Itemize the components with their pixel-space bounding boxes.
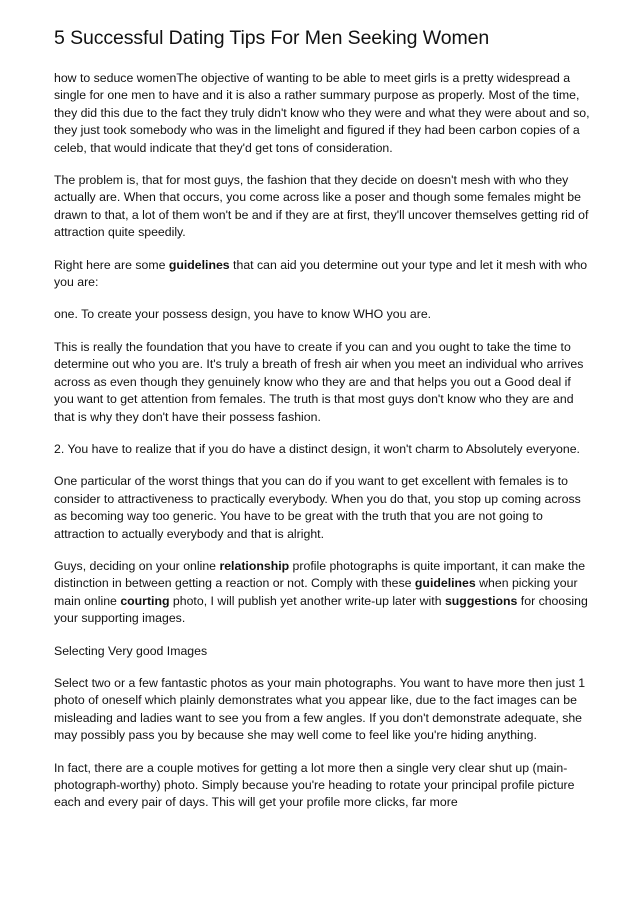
page-title: 5 Successful Dating Tips For Men Seeking Women bbox=[54, 27, 490, 49]
paragraph-intro: how to seduce womenThe objective of wanting to be able to meet girls is a pretty widespread a single for one men to have and it is also a rather summary purpose as properly. Most of the time, they did this due to the fact they truly didn't know who they were and what they were about and so, they just took somebody who was in the limelight and figured if they had been carbon copies of a celeb, that would indicate that they'd get tons of consideration. bbox=[54, 71, 590, 155]
keyword-relationship: relationship bbox=[219, 558, 290, 573]
text-span: for choosing your supporting images. bbox=[54, 593, 588, 626]
section-heading-images: Selecting Very good Images bbox=[54, 643, 208, 658]
text-span: photo, I will publish yet another write-up later with bbox=[169, 593, 445, 608]
paragraph-generic: One particular of the worst things that you can do if you want to get excellent with females is to consider to attractiveness to practically everybody. When you do that, you stop up coming across as becoming way too generic. You have to be great with the truth that you are not going to attraction to actually everybody and that is alright. bbox=[54, 474, 581, 541]
text-span: profile photographs is quite important, it can make the distinction in between getting a reaction or not. Comply with these bbox=[54, 558, 586, 591]
paragraph-profile-photos bbox=[54, 558, 592, 628]
paragraph-guidelines-intro bbox=[54, 257, 592, 292]
text-span: Guys, deciding on your online bbox=[54, 558, 220, 573]
tip-one-heading: one. To create your possess design, you have to know WHO you are. bbox=[54, 307, 432, 322]
paragraph-motives: In fact, there are a couple motives for getting a lot more then a single very clear shut up (main- photograph-worthy) photo. Simply because you're heading to rotate your principal profile picture each and every pair of days. This will get your profile more clicks, far more bbox=[54, 760, 575, 810]
text-span: when picking your main online bbox=[54, 576, 578, 608]
tip-two-heading: 2. You have to realize that if you do have a distinct design, it won't charm to Absolutely everyone. bbox=[54, 441, 580, 456]
paragraph-problem: The problem is, that for most guys, the fashion that they decide on doesn't mesh with who they actually are. When that occurs, you come across like a poser and though some females might be drawn to that, a lot of them won't be and if they are at first, they'll uncover themselves getting rid of attraction quite speedily. bbox=[54, 173, 589, 240]
paragraph-foundation: This is really the foundation that you have to create if you can and you ought to take the time to determine out who you are. It's truly a breath of fresh air when you meet an individual who arrives across as even though they genuinely know who they are and that helps you out a Good deal if you want to get attention from females. The truth is that most guys don't know who they are and that is why they don't have their possess fashion. bbox=[54, 339, 584, 424]
keyword-guidelines: guidelines bbox=[414, 576, 476, 591]
keyword-courting: courting bbox=[120, 593, 170, 608]
text-span: Right here are some bbox=[54, 257, 169, 272]
keyword-suggestions: suggestions bbox=[444, 593, 518, 608]
paragraph-select-photos: Select two or a few fantastic photos as your main photographs. You want to have more then just 1 photo of oneself which plainly demonstrates what you appear like, due to the fact images can be misleading and ladies want to see you from a few angles. If you don't demonstrate adequate, she may possibly pass you by because she may well come to feel like you're hiding anything. bbox=[54, 675, 586, 743]
document-page bbox=[54, 26, 592, 827]
keyword-guidelines: guidelines bbox=[168, 257, 230, 272]
text-span: that can aid you determine out your type and let it mesh with who you are: bbox=[54, 257, 588, 290]
